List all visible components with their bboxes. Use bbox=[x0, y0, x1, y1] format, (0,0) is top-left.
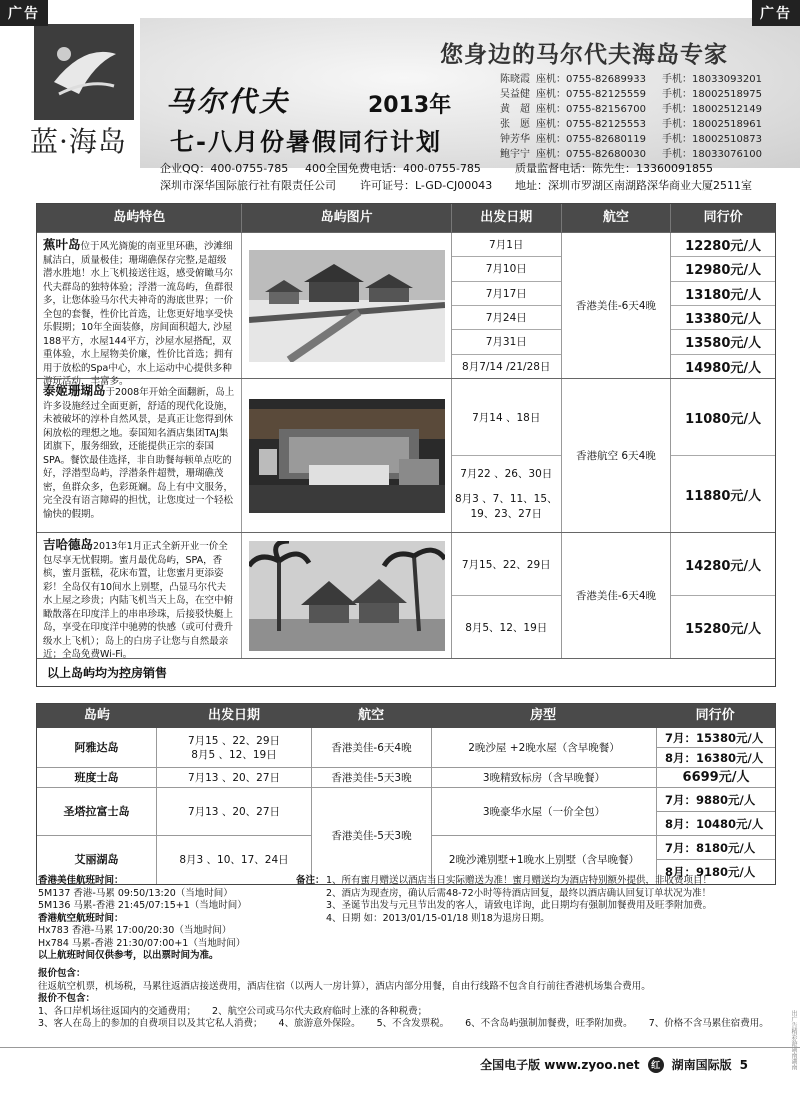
island-desc-text: 于2008年开始全面翻新，岛上许多设施经过全面更新，舒适的现代化设施，未被破坏的淳朴自然风景，是真正让您得到休闲放松的理想之地。泰国知名酒店集团TAJ集团旗下，服务细致，还能提供正宗的泰国SPA。餐饮最佳选择，非自助餐每顿单点吃的好，浮潜型岛屿，浮潜条件超赞，珊瑚礁茂密，鱼群众多，色彩斑斓。岛上有中文服务，完全没有语言障碍的担忧，让您度过一个轻松愉快的假期。 bbox=[43, 387, 235, 520]
company-address: 地址：深圳市罗湖区南湖路深华商业大厦2511室 bbox=[515, 179, 752, 192]
excluded-title: 报价不包含： bbox=[38, 993, 96, 1004]
airline-cell: 香港美佳-5天3晚 bbox=[312, 768, 432, 788]
island-name: 泰姬珊瑚岛 bbox=[43, 383, 106, 398]
contact-mobile: 手机：18002518961 bbox=[662, 119, 762, 130]
date-text: 8月3 、7、11、15、19、23、27日 bbox=[454, 492, 558, 520]
spacer bbox=[296, 900, 326, 913]
contact-row bbox=[500, 72, 790, 87]
island-description bbox=[37, 379, 242, 532]
header-price: 同行价 bbox=[695, 708, 735, 723]
remark-text: 4、日期 如：2013/01/15-01/18 则18为退房日期。 bbox=[326, 912, 550, 924]
date-cell: 7月14 、18日 bbox=[452, 379, 561, 456]
date-cell bbox=[157, 728, 312, 768]
island-name: 班度士岛 bbox=[37, 768, 157, 788]
info-row bbox=[160, 177, 790, 194]
room-cell: 2晚沙滩别墅+1晚水上别墅（含早晚餐） bbox=[432, 836, 657, 884]
island-photo bbox=[242, 533, 451, 658]
price-cell: 12280元/人 bbox=[671, 233, 775, 257]
remark-row bbox=[296, 875, 776, 888]
flight-times bbox=[38, 875, 298, 963]
header-island-image: 岛屿图片 bbox=[242, 204, 451, 232]
date-cell-group bbox=[452, 456, 561, 532]
flight-note: 以上航班时间仅供参考，以出票时间为准。 bbox=[38, 950, 219, 961]
contact-name: 鲍宇宁 bbox=[500, 149, 530, 160]
price-cell: 13380元/人 bbox=[671, 306, 775, 330]
header-price: 同行价 bbox=[703, 210, 743, 225]
info-row bbox=[160, 160, 790, 177]
contact-mobile: 手机：18033076100 bbox=[662, 149, 762, 160]
island-name: 蕉叶岛 bbox=[43, 237, 81, 252]
license-number: 许可证号：L-GD-CJ00043 bbox=[360, 179, 493, 192]
date-cell: 8月7/14 /21/28日 bbox=[462, 360, 551, 373]
slogan: 您身边的马尔代夫海岛专家 bbox=[440, 42, 728, 68]
remark-row bbox=[296, 900, 776, 913]
date-cell: 7月13 、20、27日 bbox=[157, 768, 312, 788]
date-text: 7月22 、26、30日 bbox=[460, 467, 553, 480]
ad-label-left: 广告 bbox=[0, 0, 48, 26]
excluded-row bbox=[38, 1018, 778, 1031]
included-text: 往返航空机票，机场税，马累往返酒店接送费用，酒店住宿（以两人一房计算），酒店内部分用餐，自由行线路不包含自行前往香港机场集合费用。 bbox=[38, 980, 651, 992]
price-cell: 6699元/人 bbox=[657, 768, 775, 788]
price-cell: 7月：9880元/人 bbox=[657, 788, 775, 812]
flight-title: 香港航空航班时间： bbox=[38, 912, 124, 924]
flight-line: 5M136 马累-香港 21:45/07:15+1（当地时间） bbox=[38, 900, 247, 911]
date-cell: 7月1日 bbox=[452, 233, 561, 257]
qq-number: 企业QQ：400-0755-785 bbox=[160, 162, 289, 175]
page-number: 5 bbox=[739, 1057, 748, 1072]
excluded-item: 3、客人在岛上的参加的自费项目以及其它私人消费； bbox=[38, 1018, 263, 1029]
price-cell: 13180元/人 bbox=[671, 282, 775, 306]
airline-cell: 香港美佳-5天3晚 bbox=[312, 788, 432, 884]
date-cell: 8月5、12、19日 bbox=[465, 621, 548, 634]
contact-phone: 座机：0755-82125559 bbox=[536, 89, 646, 100]
price-cell: 11880元/人 bbox=[685, 488, 762, 504]
excluded-item: 1、各口岸机场往返国内的交通费用； bbox=[38, 1005, 197, 1017]
price-cell: 12980元/人 bbox=[671, 257, 775, 281]
island-package-table bbox=[36, 203, 776, 687]
price-column bbox=[671, 233, 775, 378]
price-cell: 8月：9180元/人 bbox=[665, 865, 756, 879]
remarks bbox=[296, 875, 776, 925]
excluded-row bbox=[38, 1006, 778, 1019]
island-photo bbox=[242, 233, 451, 378]
contact-name: 黄 超 bbox=[500, 104, 530, 115]
ad-label-right: 广告 bbox=[752, 0, 800, 26]
price-column bbox=[671, 379, 775, 532]
island-description bbox=[37, 533, 242, 658]
flight-line: 5M137 香港-马累 09:50/13:20（当地时间） bbox=[38, 887, 233, 899]
price-cell: 8月：10480元/人 bbox=[657, 812, 775, 836]
island-desc-text: 2013年1月正式全新开业一价全包尽享无忧假期。蜜月最优岛屿，SPA，香槟，蜜月蛋糕，花床布置，让您蜜月更添姿彩！全岛仅有10间水上别墅，凸显马尔代夫水上屋之珍贵；内陆飞机当天上岛，在空中俯瞰散落在印度洋上的串串珍珠，后接驳快艇上岛，享受在印度洋中驰骋的快感（或可付费升级水上飞机）；岛上的白房子让您与自然最亲近；全岛免费Wi-Fi。 bbox=[43, 541, 234, 660]
island-desc-text: 位于风光旖旎的南亚里环礁，沙滩细腻洁白，质量极佳；珊瑚礁保存完整,是超级潜水胜地！水上飞机接送往返，感受俯瞰马尔代夫群岛的独特体验；浮潜一流岛屿，鱼群很多，让您体验马尔代夫神奇的海底世界；一价全包的套餐，性价比首选，让您更好地享受快乐假期；10年全面装修，房间面积超大, 沙屋188平方，水屋144平方，沙屋水屋搭配，双重体验，水上屋物美价廉，性价比首选；拥有用于放松的Spa中心，水上运动中心提供多种游玩活动，丰富多。 bbox=[43, 241, 234, 387]
contact-name: 钟芳华 bbox=[500, 134, 530, 145]
price-cell: 7月：8180元/人 bbox=[657, 836, 775, 860]
price-cell: 7月：15380元/人 bbox=[657, 728, 775, 748]
contact-phone: 座机：0755-82680030 bbox=[536, 149, 646, 160]
island-row bbox=[37, 378, 775, 532]
footer-badge-icon: 红 bbox=[648, 1057, 664, 1073]
island-description bbox=[37, 233, 242, 387]
island-name: 阿雅达岛 bbox=[37, 728, 157, 768]
date-text: 7月15 、22、29日 bbox=[187, 734, 281, 747]
remark-text: 2、酒店为现查房，确认后需48-72小时等待酒店回复，最终以酒店确认回复订单状况为准！ bbox=[326, 887, 712, 899]
date-cell: 7月15、22、29日 bbox=[452, 533, 561, 596]
page-footer bbox=[0, 1047, 800, 1077]
included-title: 报价包含： bbox=[38, 968, 86, 979]
contact-mobile: 手机：18033093201 bbox=[662, 74, 762, 85]
remark-row bbox=[296, 913, 776, 926]
departure-dates bbox=[452, 379, 562, 532]
excluded-item: 2、航空公司或马尔代夫政府临时上涨的各种税费； bbox=[212, 1005, 428, 1017]
price-column bbox=[671, 533, 775, 658]
date-text: 8月5 、12、19日 bbox=[191, 748, 277, 761]
excluded-item: 4、旅游意外保险。 bbox=[278, 1018, 361, 1029]
logo-text: 蓝·海岛 bbox=[30, 125, 127, 158]
header-island: 岛屿 bbox=[83, 708, 110, 723]
header-departure-date: 出发日期 bbox=[452, 204, 562, 232]
date-cell: 7月17日 bbox=[452, 282, 561, 306]
airline-cell: 香港美佳-6天4晚 bbox=[562, 533, 672, 658]
price-cell: 11080元/人 bbox=[671, 379, 775, 456]
table-body bbox=[37, 728, 775, 884]
airline-cell: 香港美佳-6天4晚 bbox=[312, 728, 432, 768]
spacer bbox=[296, 888, 326, 901]
price-cell: 14280元/人 bbox=[671, 533, 775, 596]
header-airline: 航空 bbox=[358, 708, 385, 723]
departure-dates bbox=[452, 533, 562, 658]
footer-edition: 湖南国际版 bbox=[671, 1058, 732, 1072]
company-name: 深圳市深华国际旅行社有限责任公司 bbox=[160, 179, 336, 192]
supervision-phone: 质量监督电话：陈先生：13360091855 bbox=[515, 162, 713, 175]
hotline: 400全国免费电话：400-0755-785 bbox=[305, 162, 481, 175]
contact-phone: 座机：0755-82156700 bbox=[536, 104, 646, 115]
excluded-item: 6、不含岛屿强制加餐费，旺季附加费。 bbox=[465, 1018, 633, 1029]
contact-name: 陈晓霞 bbox=[500, 74, 530, 85]
date-cell: 7月31日 bbox=[452, 330, 561, 354]
contact-phone: 座机：0755-82689933 bbox=[536, 74, 646, 85]
price-cell: 13580元/人 bbox=[671, 330, 775, 354]
contact-name: 吴益健 bbox=[500, 89, 530, 100]
contact-row bbox=[500, 87, 790, 102]
table-header bbox=[37, 204, 775, 232]
footer-info bbox=[480, 1056, 748, 1073]
price-cell: 15280元/人 bbox=[685, 621, 762, 637]
contact-mobile: 手机：18002512149 bbox=[662, 104, 762, 115]
date-cell: 8月3 、10、17、24日 bbox=[157, 836, 312, 884]
island-name: 艾丽湖岛 bbox=[37, 836, 157, 884]
island-name: 吉哈德岛 bbox=[43, 537, 94, 552]
date-cell: 7月24日 bbox=[452, 306, 561, 330]
contact-mobile: 手机：18002518975 bbox=[662, 89, 762, 100]
title-year: 2013年 bbox=[368, 93, 452, 118]
header-departure-date: 出发日期 bbox=[207, 708, 260, 723]
contact-list bbox=[500, 72, 790, 162]
title-main: 马尔代夫 bbox=[166, 85, 291, 118]
excluded-item: 5、不含发票税。 bbox=[376, 1018, 450, 1029]
flight-title: 香港美佳航班时间： bbox=[38, 875, 124, 886]
page-header bbox=[0, 0, 800, 200]
contact-mobile: 手机：18002510873 bbox=[662, 134, 762, 145]
island-row bbox=[37, 232, 775, 387]
remark-text: 3、圣诞节出发与元旦节出发的客人，请致电详询，此日期均有强制加餐费用及旺季附加费。 bbox=[326, 900, 713, 911]
island-name: 圣塔拉富士岛 bbox=[37, 788, 157, 836]
flight-line: Hx783 香港-马累 17:00/20:30（当地时间） bbox=[38, 925, 232, 936]
logo-icon bbox=[34, 24, 134, 120]
header-airline: 航空 bbox=[562, 204, 672, 232]
price-cell: 8月：16380元/人 bbox=[657, 748, 775, 768]
contact-phone: 座机：0755-82680119 bbox=[536, 134, 646, 145]
spacer bbox=[296, 913, 326, 926]
contact-name: 张 愿 bbox=[500, 119, 530, 130]
room-cell: 3晚豪华水屋（一价全包） bbox=[432, 788, 657, 836]
contact-row bbox=[500, 102, 790, 117]
footer-site: 全国电子版 www.zyoo.net bbox=[480, 1058, 640, 1072]
island-row bbox=[37, 532, 775, 658]
date-cell: 7月13 、20、27日 bbox=[157, 788, 312, 836]
other-islands-table bbox=[36, 703, 776, 885]
remark-text: 1、所有蜜月赠送以酒店当日实际赠送为准！蜜月赠送均为酒店特别额外提供，非收费项目！ bbox=[326, 875, 713, 886]
contact-phone: 座机：0755-82125553 bbox=[536, 119, 646, 130]
title-sub: 七-八月份暑假同行计划 bbox=[170, 128, 442, 156]
price-cell: 14980元/人 bbox=[685, 360, 762, 376]
header-island-features: 岛屿特色 bbox=[37, 204, 242, 232]
pricing-terms bbox=[38, 968, 778, 1031]
side-note: 出广告精彩游湖南湖南 bbox=[790, 1010, 797, 1070]
remark-row bbox=[296, 888, 776, 901]
room-cell: 2晚沙屋 +2晚水屋（含早晚餐） bbox=[432, 728, 657, 768]
flight-line: Hx784 马累-香港 21:30/07:00+1（当地时间） bbox=[38, 937, 246, 949]
table-footnote: 以上岛屿均为控房销售 bbox=[37, 658, 775, 686]
room-cell: 3晚精致标房（含早晚餐） bbox=[432, 768, 657, 788]
header-room-type: 房型 bbox=[530, 708, 557, 723]
remarks-label: 备注： bbox=[296, 875, 325, 886]
contact-row bbox=[500, 117, 790, 132]
airline-cell: 香港航空 6天4晚 bbox=[562, 379, 672, 532]
excluded-item: 7、价格不含马累住宿费用。 bbox=[648, 1018, 769, 1029]
company-info bbox=[160, 160, 790, 194]
contact-row bbox=[500, 132, 790, 147]
island-photo bbox=[242, 379, 451, 532]
airline-cell: 香港美佳-6天4晚 bbox=[562, 233, 672, 378]
date-cell: 7月10日 bbox=[452, 257, 561, 281]
departure-dates bbox=[452, 233, 562, 378]
table-header bbox=[37, 704, 775, 728]
